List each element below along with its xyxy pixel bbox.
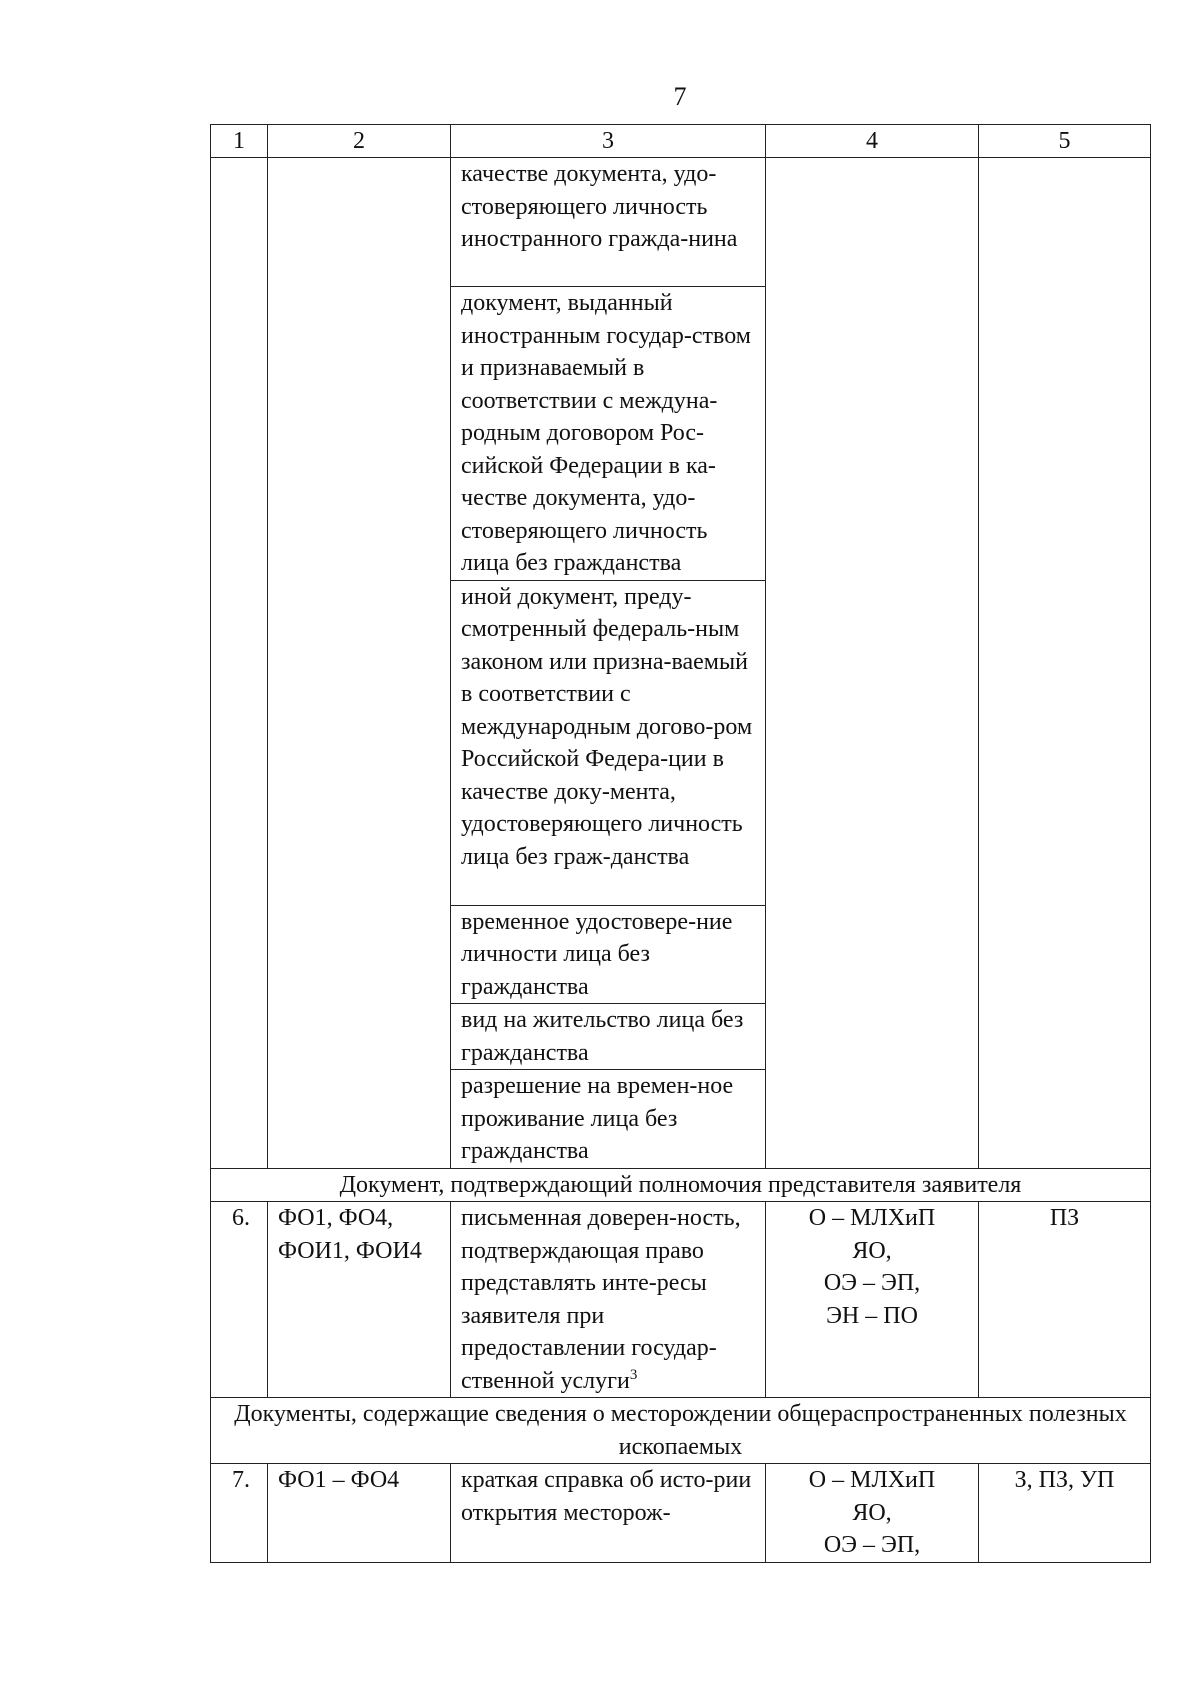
method-item: ОЭ – ЭП, [823,1532,921,1558]
row-description: краткая справка об исто-рии открытия месторож- [451,1464,766,1563]
method-item: ЯО, [852,1237,892,1264]
footnote-marker: 3 [629,1366,638,1383]
row-description [451,1202,766,1398]
continued-doc-item: качестве документа, удо-стоверяющего личность иностранного гражда-нина [451,158,766,287]
row-number: 6. [211,1202,268,1398]
documents-table [210,124,1151,1563]
method-item: ЯО, [852,1499,892,1526]
method-item: О – МЛХиП [808,1467,936,1493]
section-row [211,1168,1151,1202]
method-item: ОЭ – ЭП, [823,1270,921,1296]
method-item: ЭН – ПО [826,1302,918,1329]
header-col-2: 2 [268,125,451,158]
page-number: 7 [673,82,687,111]
header-col-5: 5 [979,125,1151,158]
row-methods [766,1464,979,1563]
row-stage: ПЗ [979,1202,1151,1398]
header-col-4: 4 [766,125,979,158]
continued-doc-item: временное удостовере-ние личности лица без гражданства [451,905,766,1004]
method-item: О – МЛХиП [808,1205,936,1231]
header-col-1: 1 [211,125,268,158]
continued-stage-cell [979,158,1151,1169]
section-title: Документы, содержащие сведения о месторождении общераспространенных полезных ископаемых [211,1398,1151,1464]
row-description-text: письменная доверен-ность, подтверждающая право представлять инте-ресы заявителя при предоставлении государ-ственной услуги [461,1205,741,1394]
row-forms: ФО1, ФО4, ФОИ1, ФОИ4 [268,1202,451,1398]
continued-methods-cell [766,158,979,1169]
continued-doc-row [211,158,1151,287]
table-row [211,1202,1151,1398]
section-title: Документ, подтверждающий полномочия представителя заявителя [211,1168,1151,1202]
section-row [211,1398,1151,1464]
continued-doc-item: разрешение на времен-ное проживание лица без гражданства [451,1070,766,1169]
row-forms: ФО1 – ФО4 [268,1464,451,1563]
row-number: 7. [211,1464,268,1563]
continued-num-cell [211,158,268,1169]
header-row [211,125,1151,158]
header-col-3: 3 [451,125,766,158]
continued-doc-item: вид на жительство лица без гражданства [451,1004,766,1070]
row-stage: З, ПЗ, УП [979,1464,1151,1563]
continued-doc-item: иной документ, преду-смотренный федераль-ным законом или призна-ваемый в соответствии с международным догово-ром Российской Федера-ции в качестве доку-мента, удостоверяющего личность лица без граж-данства [451,580,766,905]
row-methods [766,1202,979,1398]
continued-doc-item: документ, выданный иностранным государ-ством и признаваемый в соответствии с междуна-родным договором Рос-сийской Федерации в ка-честве документа, удо-стоверяющего личность лица без гражданства [451,287,766,581]
table-row [211,1464,1151,1563]
continued-forms-cell [268,158,451,1169]
